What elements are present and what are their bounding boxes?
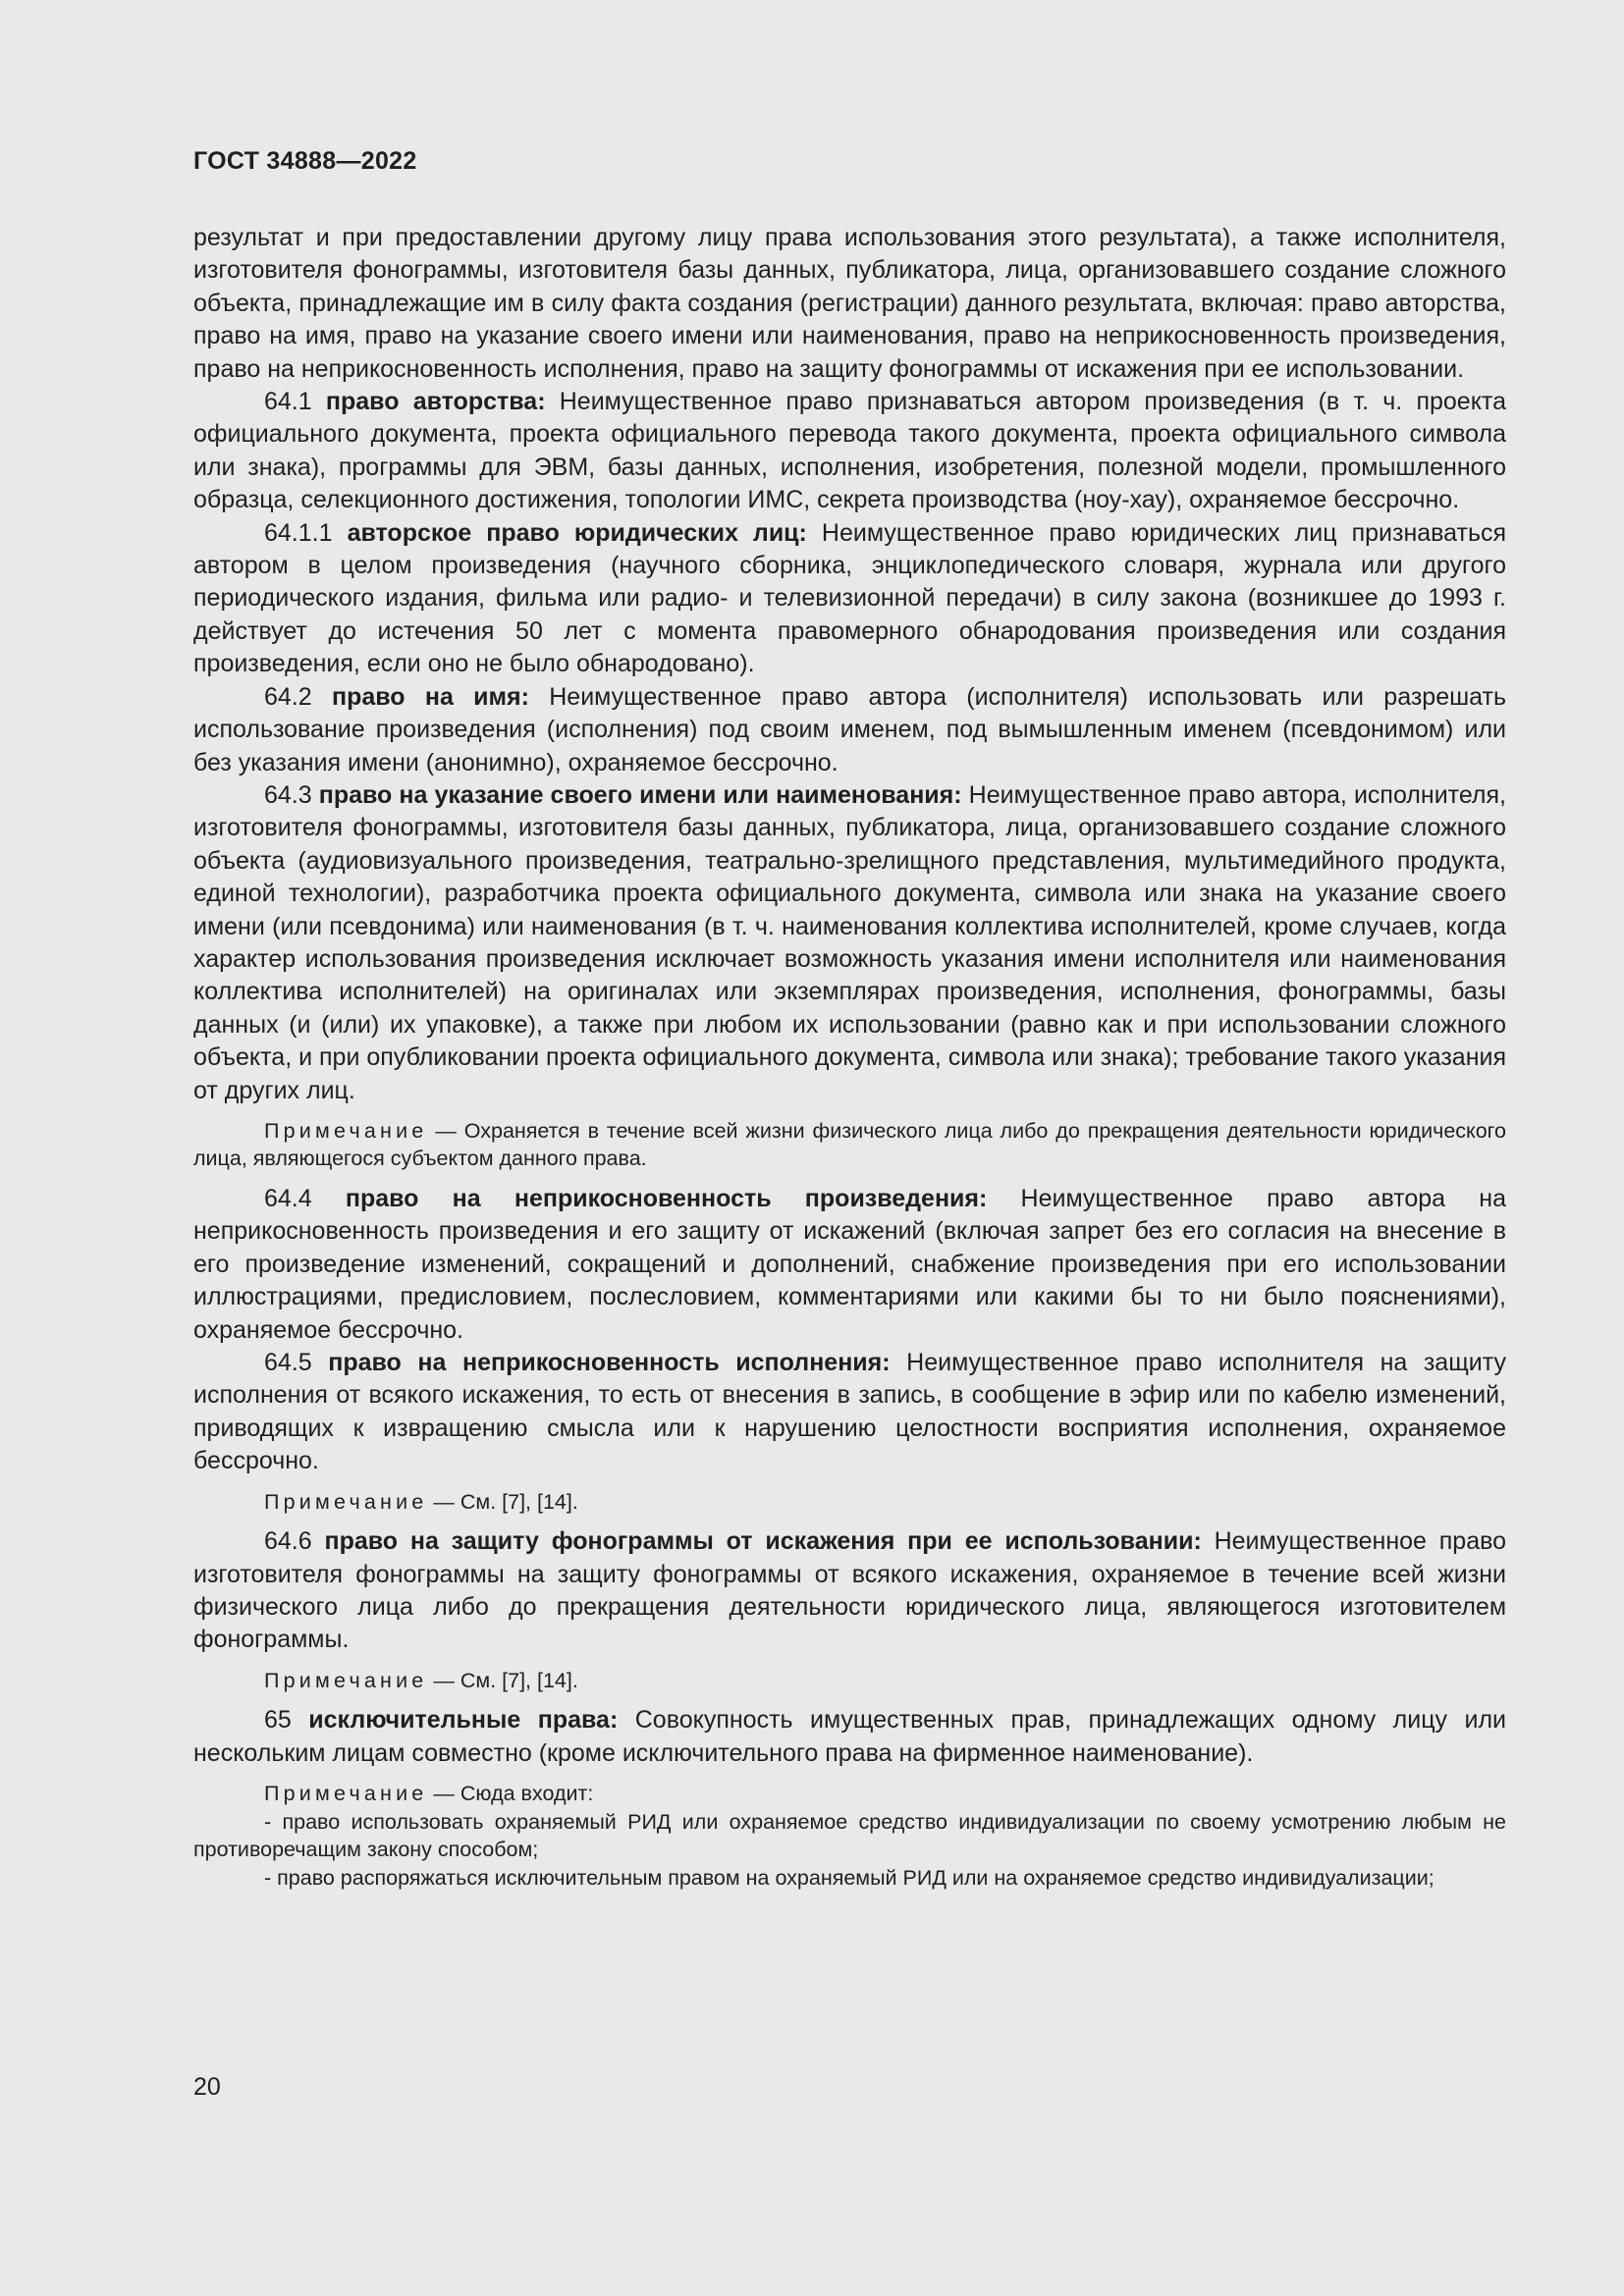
term-title: право авторства: (325, 388, 546, 416)
term-number: 64.4 (264, 1184, 346, 1212)
term-64-1 (193, 386, 1506, 517)
note-64-3 (193, 1117, 1506, 1173)
term-number: 64.6 (264, 1527, 325, 1556)
term-title: авторское право юридических лиц: (347, 518, 807, 547)
term-64-4 (193, 1183, 1506, 1347)
term-title: право на защиту фонограммы от искажения при ее использовании: (324, 1527, 1202, 1556)
term-title: исключительные права: (308, 1706, 619, 1735)
term-number: 65 (264, 1706, 309, 1735)
term-65 (193, 1704, 1506, 1770)
note-64-5 (193, 1488, 1506, 1517)
page-number: 20 (193, 2073, 221, 2101)
note-label: Примечание (264, 1118, 428, 1143)
note-text: — См. [7], [14]. (427, 1668, 578, 1692)
note-text: — См. [7], [14]. (427, 1489, 578, 1514)
term-number: 64.3 (264, 780, 319, 809)
term-title: право на имя: (331, 682, 529, 711)
note-label: Примечание (264, 1782, 428, 1806)
standard-code-header: ГОСТ 34888—2022 (193, 147, 417, 175)
term-64-6 (193, 1525, 1506, 1657)
term-definition: Неимущественное право признаваться автором произведения (в т. ч. проекта официального документа, проекта официального перевода такого документа, проекта официального символа или знака), программы для ЭВМ, базы данных, исполнения, изобретения, полезной модели, промышленного образца, селекционного достижения, топологии ИМС, секрета производства (ноу-хау), охраняемое бессрочно. (193, 388, 1506, 514)
term-number: 64.1.1 (264, 518, 348, 547)
note-label: Примечание (264, 1668, 428, 1692)
note-65 (193, 1780, 1506, 1808)
document-body (193, 222, 1506, 1892)
term-64-5 (193, 1347, 1506, 1478)
note-label: Примечание (264, 1489, 428, 1514)
term-definition: Неимущественное право изготовителя фонограммы на защиту фонограммы от всякого искажения, охраняемое в течение всей жизни физического лица либо до прекращения деятельности юридического лица, являющегося изготовителем фонограммы. (193, 1527, 1506, 1654)
term-number: 64.2 (264, 682, 332, 711)
term-definition: Неимущественное право автора на неприкосновенность произведения и его защиту от искажений (включая запрет без его согласия на внесение в его произведение изменений, сокращений и дополнений, снабжение произведения при его использовании иллюстрациями, предисловием, послесловием, комментариями или какими бы то ни было пояснениями), охраняемое бессрочно. (193, 1184, 1506, 1344)
term-definition: Совокупность имущественных прав, принадлежащих одному лицу или нескольким лицам совместно (кроме исключительного права на фирменное наименование). (193, 1706, 1506, 1767)
term-number: 64.5 (264, 1349, 329, 1376)
term-definition: Неимущественное право исполнителя на защиту исполнения от всякого искажения, то есть от внесения в запись, в сообщение в эфир или по кабелю изменений, приводящих к извращению смысла или к нарушению целостности восприятия исполнения, охраняемое бессрочно. (193, 1349, 1506, 1475)
term-title: право на неприкосновенность исполнения: (328, 1349, 891, 1376)
term-title: право на неприкосновенность произведения: (345, 1184, 988, 1212)
note-text: — Сюда входит: (427, 1782, 594, 1806)
term-64-3 (193, 779, 1506, 1107)
term-64-2 (193, 681, 1506, 779)
term-definition: Неимущественное право юридических лиц признаваться автором в целом произведения (научного сборника, энциклопедического словаря, журнала или другого периодического издания, фильма или радио- и телевизионной передачи) в силу закона (возникшее до 1993 г. действует до истечения 50 лет с момента правомерного обнародования произведения или создания произведения, если оно не было обнародовано). (193, 518, 1507, 678)
note-list-item: - право использовать охраняемый РИД или охраняемое средство индивидуализации по своему усмотрению любым не противоречащим закону способом; (193, 1809, 1506, 1862)
term-definition: Неимущественное право автора, исполнителя, изготовителя фонограммы, изготовителя базы данных, публикатора, лица, организовавшего создание сложного объекта (аудиовизуального произведения, театрально-зрелищного представления, мультимедийного продукта, единой технологии), разработчика проекта официального документа, символа или знака на указание своего имени (или псевдонима) или наименования (в т. ч. наименования коллектива исполнителей, кроме случаев, когда характер использования произведения исключает возможность указания имени исполнителя или наименования коллектива исполнителей) на оригиналах или экземплярах произведения, исполнения, фонограммы, базы данных (и (или) их упаковке), а также при любом их использовании (равно как и при использовании сложного объекта, и при опубликовании проекта официального документа, символа или знака); требование такого указания от других лиц. (193, 780, 1506, 1104)
term-64-1-1 (193, 517, 1506, 681)
note-list-item: - право распоряжаться исключительным правом на охраняемый РИД или на охраняемое средство индивидуализации; (264, 1865, 1435, 1890)
term-definition: Неимущественное право автора (исполнителя) использовать или разрешать использование произведения (исполнения) под своим именем, под вымышленным именем (псевдонимом) или без указания имени (анонимно), охраняемое бессрочно. (193, 682, 1506, 776)
note-text: — Охраняется в течение всей жизни физического лица либо до прекращения деятельности юридического лица, являющегося субъектом данного права. (193, 1118, 1506, 1171)
term-title: право на указание своего имени или наименования: (318, 780, 962, 809)
term-number: 64.1 (264, 388, 326, 416)
continuation-paragraph: результат и при предоставлении другому лицу права использования этого результата), а также исполнителя, изготовителя фонограммы, изготовителя базы данных, публикатора, лица, организовавшего создание сложного объекта, принадлежащие им в силу факта создания (регистрации) данного результата, включая: право авторства, право на имя, право на указание своего имени или наименования, право на неприкосновенность произведения, право на неприкосновенность исполнения, право на защиту фонограммы от искажения при ее использовании. (193, 224, 1506, 383)
note-64-6 (193, 1667, 1506, 1695)
